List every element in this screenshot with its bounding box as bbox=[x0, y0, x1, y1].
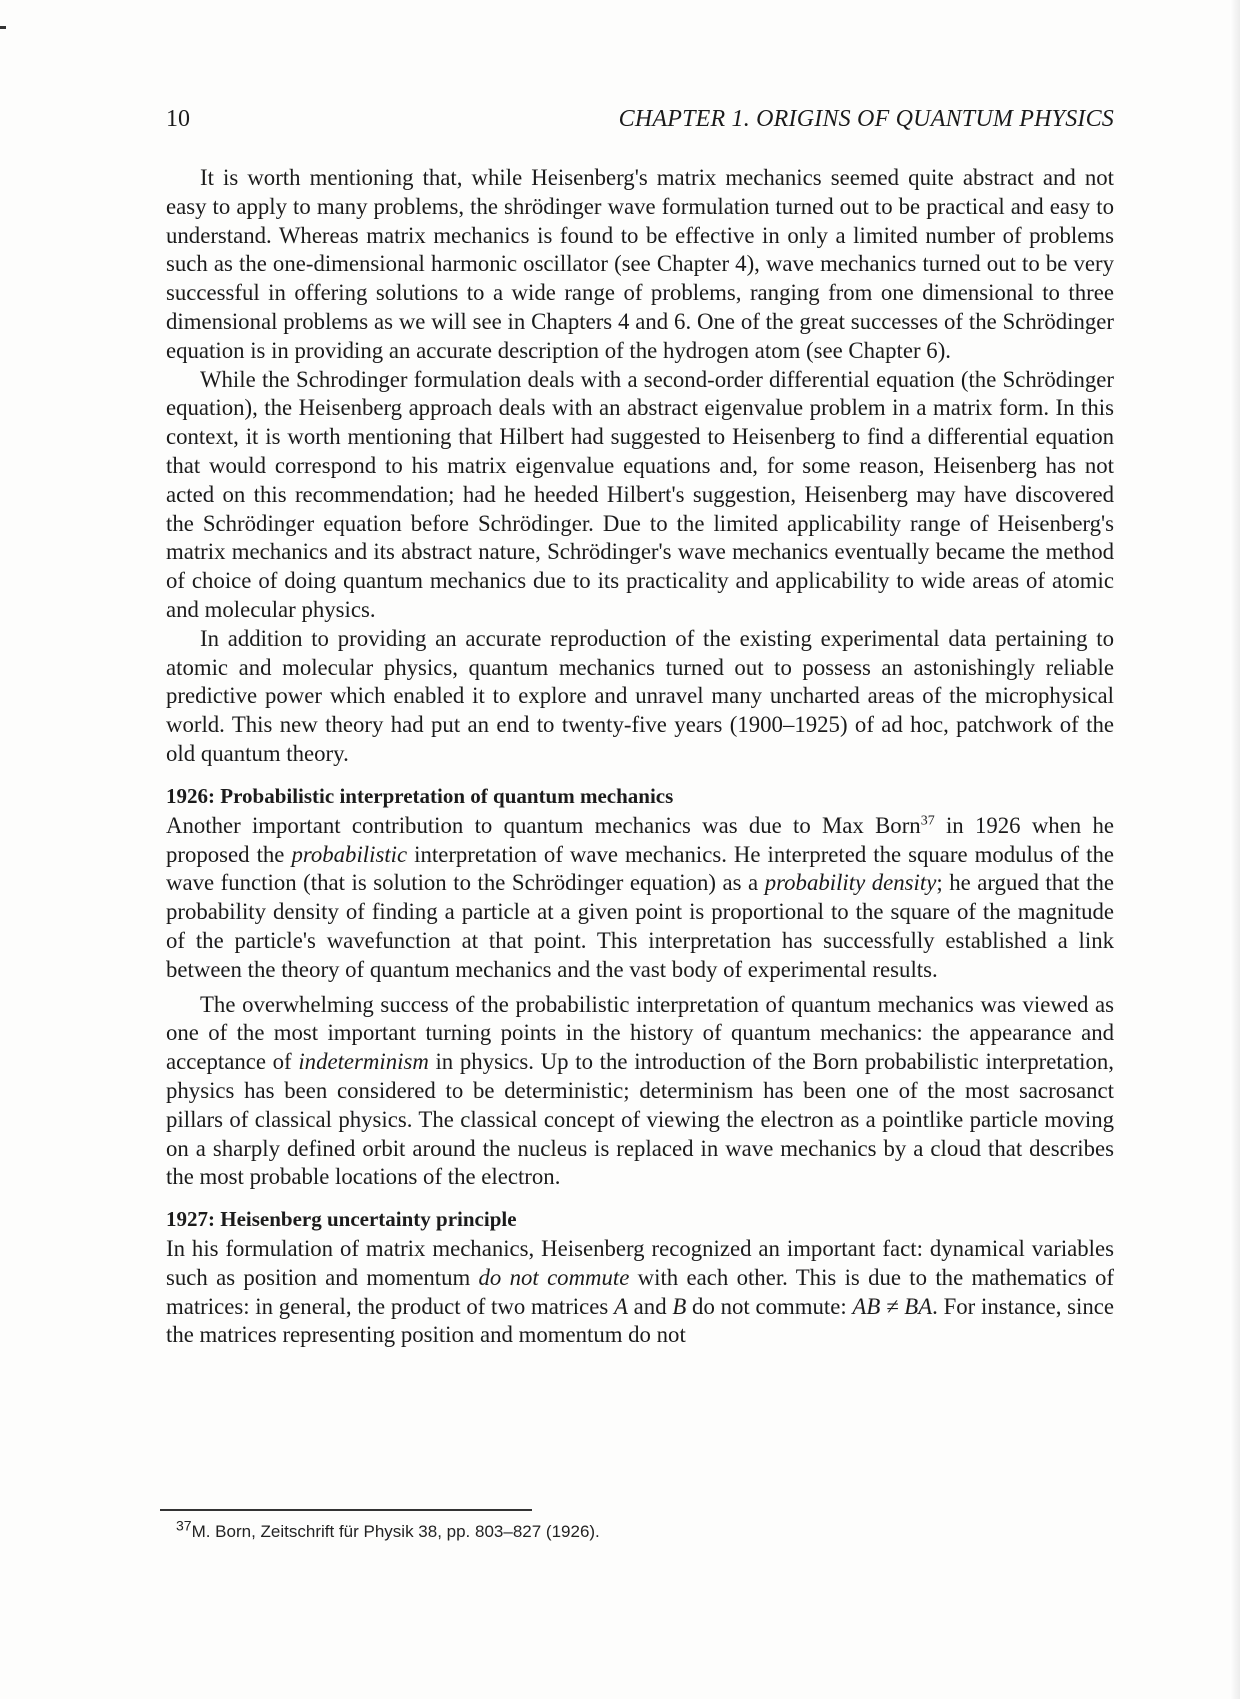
text-run: with each other. This is due to the mathematics of matrices: in general, the product of two matrices bbox=[166, 1264, 1115, 1319]
text-run: . For instance, since the matrices representing position and momentum do not bbox=[166, 1293, 1114, 1348]
footnote-rule bbox=[160, 1509, 532, 1511]
paragraph-born-interpretation bbox=[166, 812, 1114, 985]
paragraph-indeterminism bbox=[166, 991, 1114, 1193]
scan-edge-mark bbox=[0, 26, 6, 29]
running-head: CHAPTER 1. ORIGINS OF QUANTUM PHYSICS bbox=[618, 106, 1114, 132]
footnote-text: M. Born, Zeitschrift für Physik 38, pp. 803–827 (1926). bbox=[191, 1522, 600, 1541]
footnote-ref: 37 bbox=[920, 813, 935, 829]
text-run: do not commute: bbox=[686, 1293, 853, 1319]
text-run: in 1926 when he proposed the bbox=[166, 812, 1114, 867]
footnote-marker: 37 bbox=[176, 1517, 192, 1534]
text-run: The overwhelming success of the probabilistic interpretation of quantum mechanics was viewed as one of the most important turning points in the history of quantum mechanics: the appearance and acceptance of bbox=[166, 991, 1114, 1075]
body-text bbox=[166, 164, 1114, 1350]
paragraph-matrix-vs-wave: It is worth mentioning that, while Heisenberg's matrix mechanics seemed quite abstract and not easy to apply to many problems, the shrödinger wave formulation turned out to be practical and easy to understand. Whereas matrix mechanics is found to be effective in only a limited number of problems such as the one-dimensional harmonic oscillator (see Chapter 4), wave mechanics turned out to be very successful in offering solutions to a wide range of problems, ranging from one dimensional to three dimensional problems as we will see in Chapters 4 and 6. One of the great successes of the Schrödinger equation is in providing an accurate description of the hydrogen atom (see Chapter 6). bbox=[166, 165, 1114, 363]
paragraph-predictive-power: In addition to providing an accurate reproduction of the existing experimental data pertaining to atomic and molecular physics, quantum mechanics turned out to possess an astonishingly reliable predictive power which enabled it to explore and unravel many uncharted areas of the microphysical world. This new theory had put an end to twenty-five years (1900–1925) of ad hoc, patchwork of the old quantum theory. bbox=[166, 625, 1114, 766]
paragraph-uncertainty bbox=[166, 1235, 1114, 1350]
text-run: in physics. Up to the introduction of the Born probabilistic interpretation, physics has been considered to be deterministic; determinism has been one of the most sacrosanct pillars of classical physics. The classical concept of viewing the electron as a pointlike particle moving on a sharply defined orbit around the nucleus is replaced in wave mechanics by a cloud that describes the most probable locations of the electron. bbox=[166, 1049, 1114, 1190]
math-A: A bbox=[613, 1293, 628, 1319]
text-run: and bbox=[627, 1293, 673, 1319]
paragraph-schrodinger-vs-heisenberg: While the Schrodinger formulation deals with a second-order differential equation (the Schrödinger equation), the Heisenberg approach deals with an abstract eigenvalue problem in a matrix form. In this context, it is worth mentioning that Hilbert had suggested to Heisenberg to find a differential equation that would correspond to his matrix eigenvalue equations and, for some reason, Heisenberg has not acted on this recommendation; had he heeded Hilbert's suggestion, Heisenberg may have discovered the Schrödinger equation before Schrödinger. Due to the limited applicability range of Heisenberg's matrix mechanics and its abstract nature, Schrödinger's wave mechanics eventually became the method of choice of doing quantum mechanics due to its practicality and applicability to wide areas of atomic and molecular physics. bbox=[166, 366, 1114, 622]
text-run: In his formulation of matrix mechanics, Heisenberg recognized an important fact: dynamical variables such as position and momentum bbox=[166, 1236, 1114, 1290]
text-run: Another important contribution to quantum mechanics was due to Max Born bbox=[166, 812, 921, 838]
footnote bbox=[176, 1517, 600, 1543]
emphasis-do-not-commute: do not commute bbox=[478, 1264, 630, 1290]
emphasis-probability-density: probability density bbox=[764, 870, 937, 896]
emphasis-indeterminism: indeterminism bbox=[298, 1049, 429, 1075]
emphasis-probabilistic: probabilistic bbox=[291, 841, 408, 867]
page-header bbox=[166, 106, 1114, 140]
section-heading-1927: 1927: Heisenberg uncertainty principle bbox=[166, 1207, 517, 1232]
scan-page-edge bbox=[1230, 0, 1240, 1699]
text-run: ; he argued that the probability density of finding a particle at a given point is proportional to the square of the magnitude of the particle's wavefunction at that point. This interpretation has successfully established a link between the theory of quantum mechanics and the vast body of experimental results. bbox=[166, 870, 1114, 982]
math-inequality: AB ≠ BA bbox=[852, 1293, 933, 1319]
page-number: 10 bbox=[166, 106, 190, 132]
math-B: B bbox=[672, 1293, 687, 1319]
text-run: interpretation of wave mechanics. He interpreted the square modulus of the wave function (that is solution to the Schrödinger equation) as a bbox=[166, 841, 1114, 896]
section-heading-1926: 1926: Probabilistic interpretation of quantum mechanics bbox=[166, 783, 674, 808]
